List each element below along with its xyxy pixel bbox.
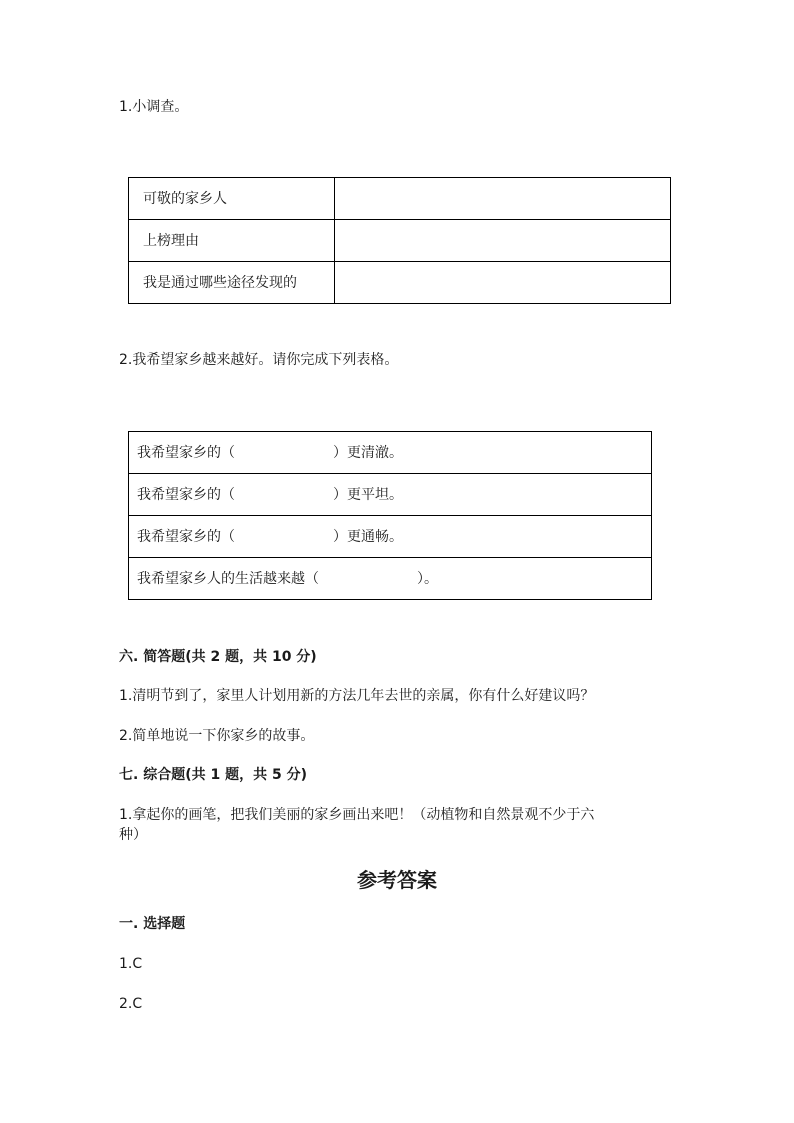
- answers-section1-heading: 一. 选择题: [119, 916, 186, 932]
- answer-1: 1.C: [119, 956, 143, 972]
- survey-row-value[interactable]: [334, 220, 670, 262]
- answer-2: 2.C: [119, 996, 143, 1012]
- survey-row-value[interactable]: [334, 178, 670, 220]
- wish-row-before: 我希望家乡的（: [137, 486, 235, 503]
- section7-q1-line1: 1.拿起你的画笔，把我们美丽的家乡画出来吧！（动植物和自然景观不少于六: [119, 807, 595, 823]
- wish-row: [129, 432, 652, 474]
- wish-row-after: ）更平坦。: [333, 486, 403, 503]
- table-row: [129, 178, 671, 220]
- wish-table: [128, 431, 652, 600]
- survey-row-value[interactable]: [334, 262, 670, 304]
- section6-heading: 六. 简答题(共 2 题，共 10 分): [119, 649, 317, 665]
- wish-row-before: 我希望家乡的（: [137, 444, 235, 461]
- answers-title: 参考答案: [357, 868, 437, 892]
- wish-row-before: 我希望家乡人的生活越来越（: [137, 570, 319, 587]
- table-row: [129, 516, 652, 558]
- survey-row-label: 可敬的家乡人: [129, 178, 335, 220]
- wish-row-after: ）。: [417, 570, 438, 587]
- table-row: [129, 262, 671, 304]
- table-row: [129, 220, 671, 262]
- survey-table: [128, 177, 671, 304]
- wish-row-after: ）更通畅。: [333, 528, 403, 545]
- table-row: [129, 558, 652, 600]
- wish-row-after: ）更清澈。: [333, 444, 403, 461]
- section6-q2: 2.简单地说一下你家乡的故事。: [119, 728, 315, 744]
- q2-label: 2.我希望家乡越来越好。请你完成下列表格。: [119, 352, 399, 368]
- section7-heading: 七. 综合题(共 1 题，共 5 分): [119, 767, 307, 783]
- table-row: [129, 474, 652, 516]
- section6-q1: 1.清明节到了，家里人计划用新的方法几年去世的亲属，你有什么好建议吗？: [119, 688, 595, 704]
- survey-row-label: 上榜理由: [129, 220, 335, 262]
- table-row: [129, 432, 652, 474]
- wish-row: [129, 558, 652, 600]
- q1-label: 1.小调查。: [119, 99, 189, 115]
- wish-row: [129, 474, 652, 516]
- wish-row-before: 我希望家乡的（: [137, 528, 235, 545]
- wish-row: [129, 516, 652, 558]
- survey-row-label: 我是通过哪些途径发现的: [129, 262, 335, 304]
- section7-q1-line2: 种）: [119, 827, 147, 843]
